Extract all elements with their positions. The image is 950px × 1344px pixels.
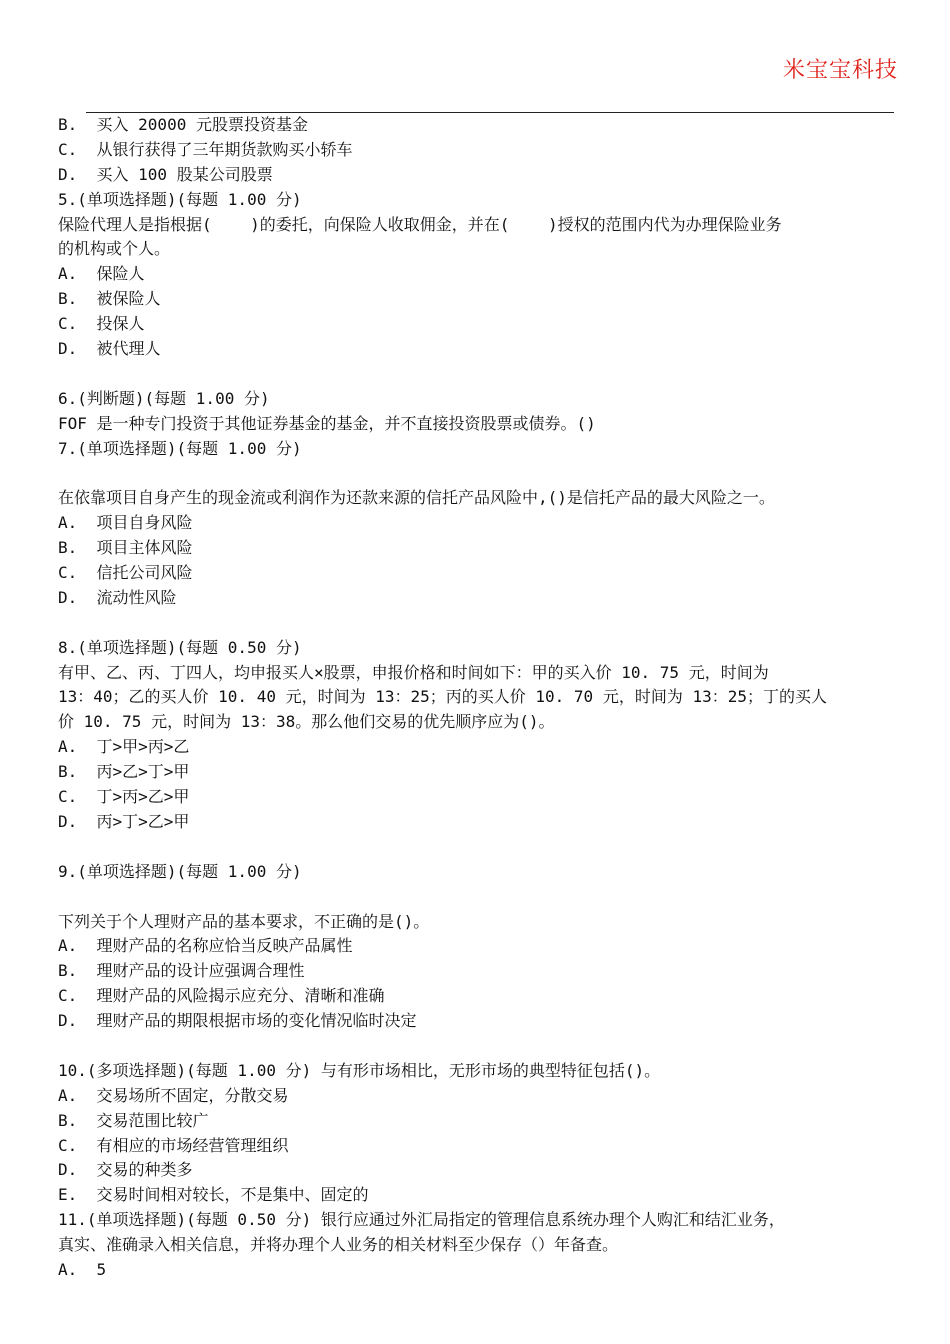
text-line: C. 投保人: [58, 314, 145, 334]
text-line: B. 买入 20000 元股票投资基金: [58, 115, 308, 134]
blank-line: [58, 835, 928, 860]
text-line: C. 有相应的市场经营管理组织: [58, 1135, 289, 1155]
text-line: FOF 是一种专门投资于其他证券基金的基金，并不直接投资股票或债券。(): [58, 413, 596, 433]
text-line: A. 理财产品的名称应恰当反映产品属性: [58, 936, 353, 956]
document-body: [58, 113, 928, 1283]
text-line: A. 保险人: [58, 264, 145, 284]
text-line: D. 被代理人: [58, 339, 161, 359]
text-line: A. 5: [58, 1259, 107, 1279]
text-line: D. 交易的种类多: [58, 1160, 193, 1180]
text-line: 下列关于个人理财产品的基本要求，不正确的是()。: [58, 911, 430, 931]
blank-line: [58, 611, 928, 636]
text-line: D. 流动性风险: [58, 587, 177, 607]
text-line: D. 买入 100 股某公司股票: [58, 164, 273, 184]
text-line: 5.(单项选择题)(每题 1.00 分): [58, 189, 302, 209]
text-line: 10.(多项选择题)(每题 1.00 分) 与有形市场相比，无形市场的典型特征包括()。: [58, 1060, 661, 1080]
text-line: B. 丙>乙>丁>甲: [58, 762, 190, 782]
text-line: C. 从银行获得了三年期货款购买小轿车: [58, 139, 353, 159]
text-line: A. 项目自身风险: [58, 513, 193, 533]
text-line: B. 被保险人: [58, 289, 161, 309]
text-line: A. 丁>甲>丙>乙: [58, 737, 190, 757]
text-line: 保险代理人是指根据( )的委托，向保险人收取佣金，并在( )授权的范围内代为办理保险业务: [58, 214, 782, 234]
blank-line: [58, 461, 928, 486]
text-line: 在依靠项目自身产生的现金流或利润作为还款来源的信托产品风险中,()是信托产品的最大风险之一。: [58, 488, 775, 508]
blank-line: [58, 885, 928, 910]
text-line: B. 交易范围比较广: [58, 1110, 209, 1130]
text-line: D. 丙>丁>乙>甲: [58, 811, 190, 831]
text-line: 的机构或个人。: [58, 239, 171, 259]
blank-line: [58, 362, 928, 387]
text-line: 7.(单项选择题)(每题 1.00 分): [58, 438, 302, 458]
blank-line: [58, 1034, 928, 1059]
text-line: 11.(单项选择题)(每题 0.50 分) 银行应通过外汇局指定的管理信息系统办理个人购汇和结汇业务，: [58, 1210, 785, 1230]
text-line: 有甲、乙、丙、丁四人，均申报买人×股票，申报价格和时间如下：甲的买入价 10. 75 元，时间为: [58, 662, 769, 682]
text-line: 6.(判断题)(每题 1.00 分): [58, 388, 270, 408]
text-line: E. 交易时间相对较长，不是集中、固定的: [58, 1185, 369, 1205]
text-line: 9.(单项选择题)(每题 1.00 分): [58, 861, 302, 881]
text-line: 13：40；乙的买人价 10. 40 元，时间为 13：25；丙的买人价 10. 70 元，时间为 13：25；丁的买人: [58, 687, 827, 707]
brand-watermark: 米宝宝科技: [782, 58, 898, 83]
text-line: C. 信托公司风险: [58, 563, 193, 583]
text-line: C. 理财产品的风险揭示应充分、清晰和准确: [58, 986, 385, 1006]
text-line: A. 交易场所不固定，分散交易: [58, 1085, 289, 1105]
text-line: B. 项目主体风险: [58, 538, 193, 558]
text-line: B. 理财产品的设计应强调合理性: [58, 961, 305, 981]
text-line: 价 10. 75 元，时间为 13：38。那么他们交易的优先顺序应为()。: [58, 712, 555, 732]
text-line: 真实、准确录入相关信息，并将办理个人业务的相关材料至少保存（）年备查。: [58, 1235, 619, 1255]
text-line: D. 理财产品的期限根据市场的变化情况临时决定: [58, 1011, 417, 1031]
text-line: C. 丁>丙>乙>甲: [58, 787, 190, 807]
text-line: 8.(单项选择题)(每题 0.50 分): [58, 637, 302, 657]
